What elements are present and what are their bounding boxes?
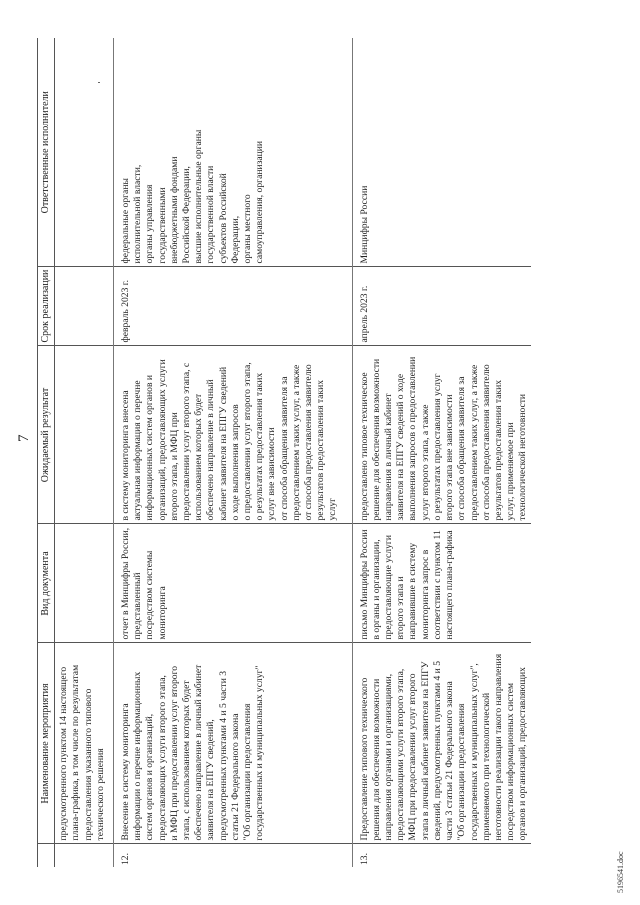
cell-result: [55, 346, 114, 524]
cell-result: предоставлено типовое техническое решение для обеспечения возможности направления в личный кабинет заявителя на ЕПГУ сведений о ходе выполнения запросов о предоставлении услуг второго этапа, а также о результатах предоставления услуг второго этапа вне зависимости от способа обращения заявителя за предоставлением таких услуг, а также от способа предоставления заявителю результатов предоставления таких услуг, применяемое при технологической неготовности: [352, 346, 530, 524]
table-row: [352, 38, 530, 867]
header-responsible: Ответственные исполнители: [38, 38, 55, 267]
footer-filename: 5196541.doc: [616, 851, 625, 893]
cell-doc-type: письмо Минцифры России в органы и организации, предоставляющие услуги второго этапа и направившие в систему мониторинга запрос в соответствии с пунктом 11 настоящего плана-графика: [352, 524, 530, 643]
table-header-row: [38, 38, 55, 867]
plan-table: [38, 38, 531, 867]
header-term: Срок реализации: [38, 267, 55, 346]
cell-name: Предоставление типового технического решения для обеспечения возможности направления органами и организациями, предоставляющими услуги второго этапа, МФЦ при предоставлении услуг второго этапа в личный кабинет заявителя на ЕПГУ сведений, предусмотренных пунктами 4 и 5 части 3 статьи 21 Федерального закона "Об организации предоставления государственных и муниципальных услуг", применяемого при технологической неготовности реализации такого направления посредством информационных систем органов и организаций, предоставляющих: [352, 643, 530, 844]
cell-name: предусмотренного пунктом 14 настоящего плана-графика, в том числе по результатам предоставления указанного типового технического решения: [55, 643, 114, 844]
table-row-continuation: [55, 38, 114, 867]
cell-num: [55, 844, 114, 867]
cell-result: в систему мониторинга внесена актуальная информация о перечне информационных систем органов и организаций, предоставляющих услуги второго этапа, и МФЦ при предоставлении услуг второго этапа, с использованием которых будет обеспечено направление в личный кабинет заявителя на ЕПГУ сведений о ходе выполнения запросов о предоставлении услуг второго этапа, о результатах предоставления таких услуг вне зависимости от способа обращения заявителя за предоставлением таких услуг, а также от способа предоставления заявителю результатов предоставления таких услуг: [114, 346, 353, 524]
cell-num: 13.: [358, 853, 370, 865]
header-doc-type: Вид документа: [38, 524, 55, 643]
header-num: [38, 844, 55, 867]
cell-num: 12.: [114, 844, 353, 867]
cell-term: [55, 267, 114, 346]
cell-responsible: Минцифры России: [352, 38, 530, 267]
table-row: [114, 38, 353, 867]
cell-term: февраль 2023 г.: [114, 267, 353, 346]
cell-term: апрель 2023 г.: [352, 267, 530, 346]
cell-doc-type: отчет в Минцифры России, представленный посредством системы мониторинга: [114, 524, 353, 643]
header-name: Наименование мероприятия: [38, 643, 55, 844]
header-result: Ожидаемый результат: [38, 346, 55, 524]
cell-name: Внесение в систему мониторинга информации о перечне информационных систем органов и организаций, предоставляющих услуги второго этапа, и МФЦ при предоставлении услуг второго этапа, с использованием которых будет обеспечено направление в личный кабинет заявителя на ЕПГУ сведений, предусмотренных пунктами 4 и 5 части 3 статьи 21 Федерального закона "Об организации предоставления государственных и муниципальных услуг": [114, 643, 353, 844]
cell-responsible: федеральные органы исполнительной власти, органы управления государственными внебюджетными фондами Российской Федерации, высшие исполнительные органы государственной власти субъектов Российской Федерации, органы местного самоуправления, организации: [114, 38, 353, 267]
cell-responsible: [55, 38, 114, 267]
cell-doc-type: [55, 524, 114, 643]
page-number: 7: [16, 434, 32, 442]
